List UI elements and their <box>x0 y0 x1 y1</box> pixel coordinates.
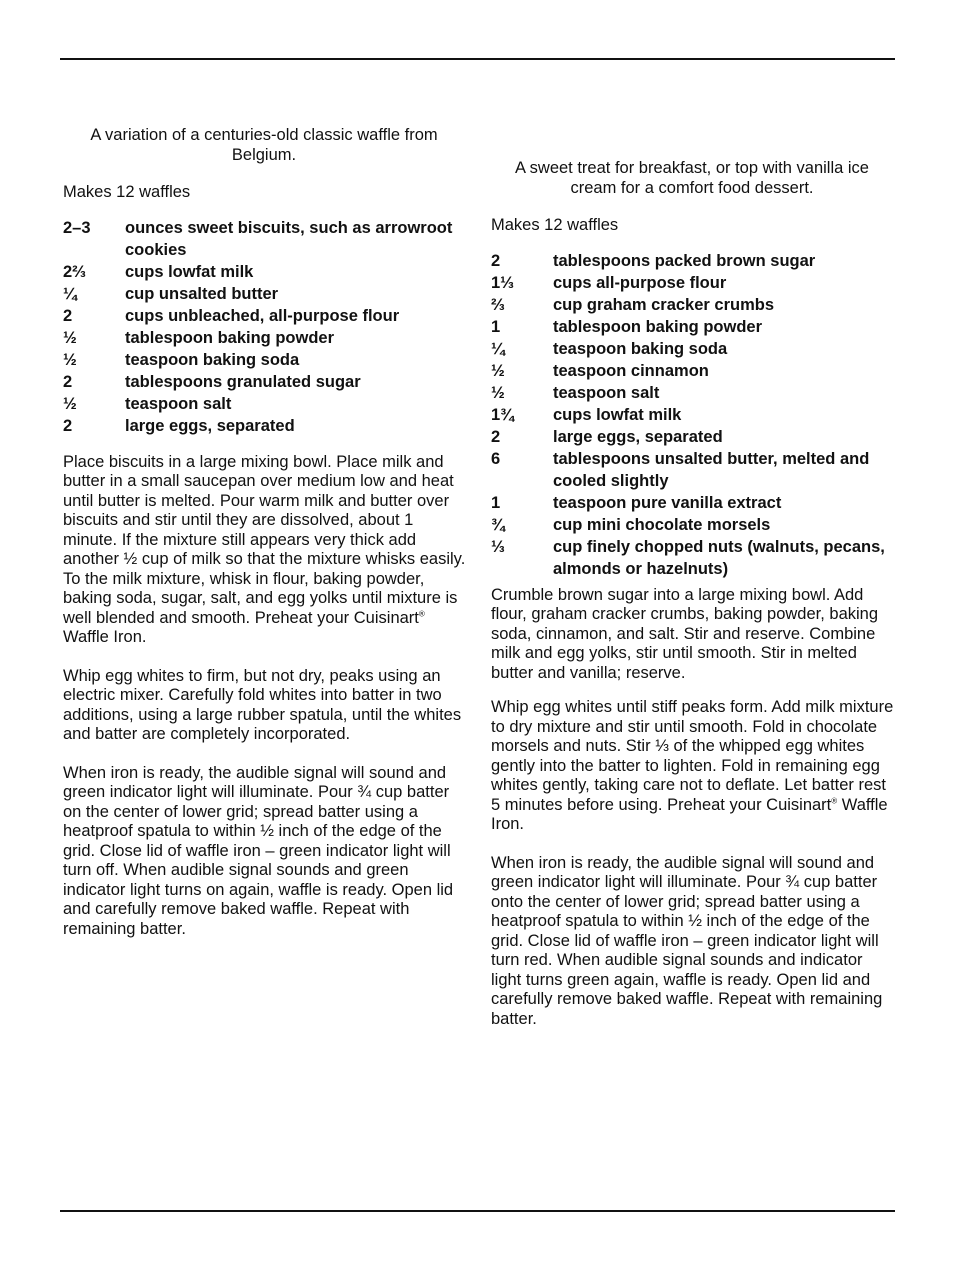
ingredient-name: cup finely chopped nuts (walnuts, pecans, almonds or hazelnuts) <box>553 537 885 578</box>
ingredient-quantity: ½ <box>63 328 77 347</box>
ingredient-quantity: 2 <box>63 372 73 391</box>
ingredient-quantity: ⅓ <box>491 537 505 556</box>
instruction-paragraph-1: Crumble brown sugar into a large mixing bowl. Add flour, graham cracker crumbs, baking powder, baking soda, cinnamon, and salt. Stir and reserve. Combine milk and egg yolks, stir until smooth. Stir in melted butter and vanilla; reserve. <box>491 585 879 682</box>
ingredient-row <box>491 272 895 294</box>
instruction-paragraph-2: Whip egg whites until stiff peaks form. Add milk mixture to dry mixture and stir until smooth. Fold in chocolate morsels and nuts. Stir ⅓ of the whipped egg whites gently into the batter to lighten. Fold in remaining egg whites gently, taking care not to deflate. Let batter rest 5 minutes before using. Preheat your Cuisinart® Waffle Iron. <box>491 698 894 833</box>
ingredient-quantity: ¾ <box>491 515 505 534</box>
ingredient-quantity: ¼ <box>63 284 77 303</box>
ingredient-row <box>63 327 467 349</box>
ingredient-name: cups lowfat milk <box>553 405 682 424</box>
ingredient-name: tablespoon baking powder <box>553 317 763 336</box>
ingredient-row <box>491 426 895 448</box>
ingredient-name: teaspoon cinnamon <box>553 361 709 380</box>
ingredient-quantity: 1 <box>491 317 501 336</box>
ingredient-list <box>491 250 895 580</box>
ingredient-row <box>491 404 895 426</box>
recipe-left-column <box>63 126 467 958</box>
ingredient-name: teaspoon salt <box>125 394 232 413</box>
recipe-intro: A sweet treat for breakfast, or top with vanilla ice cream for a comfort food dessert. <box>514 159 869 197</box>
ingredient-row <box>63 349 467 371</box>
recipe-intro: A variation of a centuries-old classic waffle from Belgium. <box>90 126 438 164</box>
ingredient-row <box>63 371 467 393</box>
ingredient-quantity: 2⅔ <box>63 262 86 281</box>
registered-mark: ® <box>831 796 838 805</box>
ingredient-row <box>491 360 895 382</box>
ingredient-row <box>491 514 895 536</box>
ingredient-name: cups unbleached, all-purpose flour <box>125 306 400 325</box>
ingredient-quantity: ½ <box>491 361 505 380</box>
ingredient-quantity: 2 <box>491 251 501 270</box>
ingredient-quantity: ½ <box>63 350 77 369</box>
ingredient-quantity: 1¾ <box>491 405 514 424</box>
instruction-paragraph-1: Place biscuits in a large mixing bowl. Place milk and butter in a small saucepan over medium low and heat until butter is melted. Pour warm milk and butter over biscuits and stir until they are dissolved, about 1 minute. If the mixture still appears very thick add another ½ cup of milk so that the mixture whisks easily. To the milk mixture, whisk in flour, baking powder, baking soda, sugar, salt, and egg yolks until mixture is well blended and smooth. Preheat your Cuisinart® Waffle Iron. <box>63 452 466 646</box>
recipe-yield: Makes 12 waffles <box>63 183 191 201</box>
ingredient-name: teaspoon salt <box>553 383 660 402</box>
recipe-right-column <box>491 159 895 1044</box>
ingredient-name: teaspoon baking soda <box>125 350 300 369</box>
ingredient-quantity: 1 <box>491 493 501 512</box>
ingredient-quantity: 1⅓ <box>491 273 514 292</box>
ingredient-list <box>63 217 467 437</box>
ingredient-row <box>63 415 467 437</box>
ingredient-name: cup graham cracker crumbs <box>553 295 775 314</box>
ingredient-quantity: 2 <box>63 306 73 325</box>
ingredient-quantity: 6 <box>491 449 501 468</box>
ingredient-quantity: 2 <box>63 416 73 435</box>
ingredient-name: large eggs, separated <box>553 427 723 446</box>
ingredient-quantity: ¼ <box>491 339 505 358</box>
ingredient-name: teaspoon baking soda <box>553 339 728 358</box>
ingredient-row <box>63 261 467 283</box>
ingredient-name: ounces sweet biscuits, such as arrowroot cookies <box>125 218 453 259</box>
ingredient-name: cup unsalted butter <box>125 284 279 303</box>
ingredient-row <box>63 305 467 327</box>
ingredient-name: teaspoon pure vanilla extract <box>553 493 782 512</box>
ingredient-name: cups all-purpose flour <box>553 273 727 292</box>
ingredient-quantity: 2–3 <box>63 218 91 237</box>
ingredient-row <box>491 338 895 360</box>
ingredient-name: tablespoons unsalted butter, melted and cooled slightly <box>553 449 870 490</box>
ingredient-name: cups lowfat milk <box>125 262 254 281</box>
registered-mark: ® <box>418 609 425 618</box>
instruction-paragraph-3: When iron is ready, the audible signal will sound and green indicator light will illuminate. Pour ¾ cup batter on the center of lower grid; spread batter using a heatproof spatula to within ½ inch of the edge of the grid. Close lid of waffle iron – green indicator light will turn off. When audible signal sounds and green indicator light turns on again, waffle is ready. Open lid and carefully remove baked waffle. Repeat with remaining batter. <box>63 763 454 938</box>
ingredient-row <box>63 217 467 261</box>
ingredient-quantity: ⅔ <box>491 295 505 314</box>
ingredient-row <box>63 393 467 415</box>
ingredient-quantity: ½ <box>491 383 505 402</box>
ingredient-name: large eggs, separated <box>125 416 295 435</box>
ingredient-name: tablespoons packed brown sugar <box>553 251 816 270</box>
ingredient-name: tablespoons granulated sugar <box>125 372 361 391</box>
ingredient-name: tablespoon baking powder <box>125 328 335 347</box>
ingredient-row <box>491 382 895 404</box>
ingredient-row <box>491 536 895 580</box>
top-rule <box>60 58 895 60</box>
ingredient-row <box>63 283 467 305</box>
ingredient-row <box>491 294 895 316</box>
ingredient-name: cup mini chocolate morsels <box>553 515 771 534</box>
instruction-paragraph-3: When iron is ready, the audible signal will sound and green indicator light will illuminate. Pour ¾ cup batter onto the center of lower grid; spread batter using a heatproof spatula to within ½ inch of the edge of the grid. Close lid of waffle iron – green indicator light will turn red. When audible signal sounds and indicator light turns green again, waffle is ready. Open lid and carefully remove baked waffle. Repeat with remaining batter. <box>491 853 883 1028</box>
ingredient-row <box>491 316 895 338</box>
ingredient-quantity: 2 <box>491 427 501 446</box>
ingredient-row <box>491 492 895 514</box>
bottom-rule <box>60 1210 895 1212</box>
ingredient-quantity: ½ <box>63 394 77 413</box>
instruction-paragraph-2: Whip egg whites to firm, but not dry, peaks using an electric mixer. Carefully fold whites into batter in two additions, using a large rubber spatula, until the whites and batter are completely incorporated. <box>63 666 462 743</box>
ingredient-row <box>491 250 895 272</box>
ingredient-row <box>491 448 895 492</box>
recipe-yield: Makes 12 waffles <box>491 216 619 234</box>
